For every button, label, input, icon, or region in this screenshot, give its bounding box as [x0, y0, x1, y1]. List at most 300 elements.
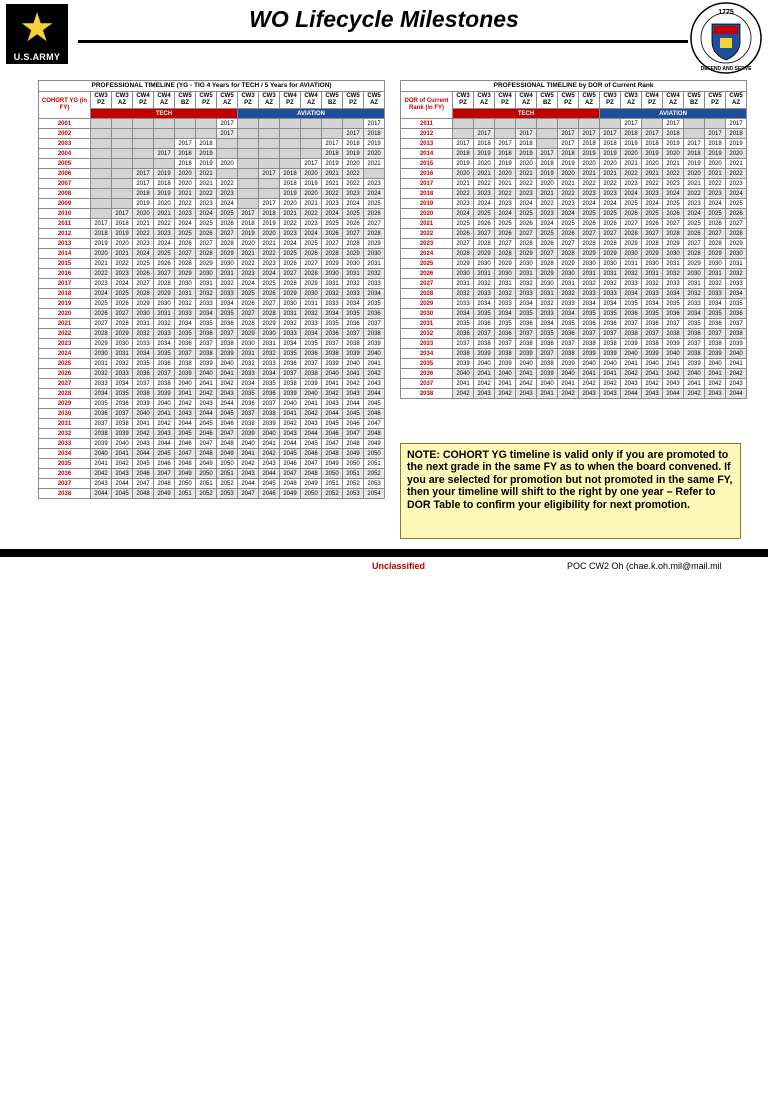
- timeline-cell: [280, 129, 301, 139]
- year-cell: 2016: [401, 169, 453, 179]
- timeline-cell: 2032: [133, 329, 154, 339]
- timeline-cell: 2041: [112, 449, 133, 459]
- timeline-cell: 2029: [684, 259, 705, 269]
- timeline-cell: [91, 129, 112, 139]
- timeline-cell: 2037: [663, 319, 684, 329]
- timeline-cell: 2039: [259, 419, 280, 429]
- timeline-cell: 2038: [453, 349, 474, 359]
- year-cell: 2014: [39, 249, 91, 259]
- table-row: [401, 259, 747, 269]
- timeline-cell: 2040: [301, 389, 322, 399]
- timeline-cell: [112, 179, 133, 189]
- timeline-cell: 2023: [684, 199, 705, 209]
- timeline-cell: 2031: [322, 279, 343, 289]
- cohort-yg-timeline-table: [38, 80, 385, 499]
- timeline-cell: 2047: [280, 469, 301, 479]
- timeline-cell: 2043: [516, 389, 537, 399]
- timeline-cell: 2043: [343, 389, 364, 399]
- timeline-cell: 2040: [238, 439, 259, 449]
- timeline-cell: 2021: [495, 179, 516, 189]
- timeline-cell: 2054: [364, 489, 385, 499]
- timeline-cell: 2020: [259, 229, 280, 239]
- timeline-cell: 2022: [343, 179, 364, 189]
- table-row: [39, 309, 385, 319]
- timeline-cell: 2030: [537, 279, 558, 289]
- timeline-cell: 2045: [259, 479, 280, 489]
- timeline-cell: 2031: [175, 289, 196, 299]
- timeline-cell: 2030: [322, 269, 343, 279]
- timeline-cell: [91, 139, 112, 149]
- timeline-cell: 2040: [579, 359, 600, 369]
- year-cell: 2021: [401, 219, 453, 229]
- timeline-cell: 2030: [112, 339, 133, 349]
- timeline-cell: 2023: [112, 269, 133, 279]
- grade-header: CW3 AZ: [259, 92, 280, 109]
- timeline-cell: 2044: [238, 479, 259, 489]
- timeline-cell: 2019: [154, 189, 175, 199]
- year-cell: 2024: [401, 249, 453, 259]
- grade-header: CW3 PZ: [453, 92, 474, 109]
- aviation-header: AVIATION: [600, 109, 747, 119]
- timeline-cell: 2029: [175, 269, 196, 279]
- timeline-cell: 2021: [558, 179, 579, 189]
- year-cell: 2018: [401, 189, 453, 199]
- timeline-cell: 2035: [726, 299, 747, 309]
- timeline-cell: [495, 119, 516, 129]
- timeline-cell: 2037: [322, 339, 343, 349]
- timeline-cell: 2048: [322, 449, 343, 459]
- year-cell: 2033: [401, 339, 453, 349]
- table-row: [401, 199, 747, 209]
- table-row: [401, 339, 747, 349]
- timeline-cell: 2036: [600, 319, 621, 329]
- timeline-cell: 2042: [516, 379, 537, 389]
- timeline-cell: 2043: [175, 409, 196, 419]
- timeline-cell: 2030: [684, 269, 705, 279]
- table-row: [39, 169, 385, 179]
- timeline-cell: 2032: [301, 309, 322, 319]
- timeline-cell: 2027: [663, 219, 684, 229]
- timeline-cell: 2048: [196, 449, 217, 459]
- timeline-cell: 2045: [364, 399, 385, 409]
- timeline-cell: 2022: [453, 189, 474, 199]
- timeline-cell: 2021: [621, 159, 642, 169]
- timeline-cell: 2026: [642, 219, 663, 229]
- timeline-cell: 2039: [516, 349, 537, 359]
- timeline-cell: 2051: [364, 459, 385, 469]
- timeline-cell: 2038: [301, 369, 322, 379]
- year-cell: 2017: [401, 179, 453, 189]
- timeline-cell: 2018: [280, 169, 301, 179]
- timeline-cell: 2036: [663, 309, 684, 319]
- timeline-cell: 2027: [217, 229, 238, 239]
- table-row: [39, 239, 385, 249]
- timeline-cell: 2022: [175, 199, 196, 209]
- timeline-cell: [238, 199, 259, 209]
- grade-header: CW3 AZ: [621, 92, 642, 109]
- timeline-cell: 2017: [579, 129, 600, 139]
- timeline-cell: 2019: [600, 149, 621, 159]
- timeline-cell: 2044: [621, 389, 642, 399]
- timeline-cell: 2035: [301, 339, 322, 349]
- timeline-cell: [91, 179, 112, 189]
- table-row: [39, 439, 385, 449]
- timeline-cell: [112, 169, 133, 179]
- timeline-cell: 2038: [343, 339, 364, 349]
- timeline-cell: 2034: [343, 299, 364, 309]
- timeline-cell: 2025: [112, 289, 133, 299]
- timeline-cell: 2036: [474, 319, 495, 329]
- year-cell: 2015: [401, 159, 453, 169]
- timeline-cell: 2023: [238, 269, 259, 279]
- timeline-cell: 2022: [663, 169, 684, 179]
- timeline-cell: 2043: [663, 379, 684, 389]
- timeline-cell: 2048: [343, 439, 364, 449]
- timeline-cell: 2034: [280, 339, 301, 349]
- table-row: [39, 349, 385, 359]
- timeline-cell: 2020: [280, 199, 301, 209]
- timeline-cell: 2031: [558, 279, 579, 289]
- timeline-cell: 2019: [343, 149, 364, 159]
- timeline-cell: 2029: [579, 249, 600, 259]
- timeline-cell: 2048: [280, 479, 301, 489]
- timeline-cell: 2031: [133, 319, 154, 329]
- timeline-cell: 2037: [91, 419, 112, 429]
- timeline-cell: 2036: [259, 389, 280, 399]
- timeline-cell: 2028: [474, 239, 495, 249]
- timeline-cell: [112, 149, 133, 159]
- timeline-cell: 2039: [579, 349, 600, 359]
- timeline-cell: 2023: [322, 199, 343, 209]
- timeline-cell: 2030: [280, 299, 301, 309]
- timeline-cell: 2042: [301, 409, 322, 419]
- timeline-cell: [537, 129, 558, 139]
- timeline-cell: 2037: [474, 329, 495, 339]
- timeline-cell: 2027: [453, 239, 474, 249]
- timeline-cell: 2025: [558, 219, 579, 229]
- timeline-cell: [133, 159, 154, 169]
- timeline-cell: 2020: [516, 159, 537, 169]
- timeline-cell: 2041: [238, 449, 259, 459]
- table-row: [39, 249, 385, 259]
- timeline-cell: 2028: [238, 319, 259, 329]
- table-row: [401, 209, 747, 219]
- year-cell: 2010: [39, 209, 91, 219]
- timeline-cell: 2019: [495, 159, 516, 169]
- timeline-cell: 2029: [280, 289, 301, 299]
- timeline-cell: 2035: [600, 309, 621, 319]
- timeline-cell: 2026: [663, 209, 684, 219]
- timeline-cell: 2027: [364, 219, 385, 229]
- timeline-cell: 2042: [705, 379, 726, 389]
- timeline-cell: [642, 119, 663, 129]
- timeline-cell: 2037: [154, 369, 175, 379]
- timeline-cell: 2032: [112, 359, 133, 369]
- timeline-cell: [175, 119, 196, 129]
- timeline-cell: 2028: [343, 239, 364, 249]
- timeline-cell: 2033: [154, 329, 175, 339]
- timeline-cell: 2037: [579, 329, 600, 339]
- timeline-cell: 2025: [322, 219, 343, 229]
- timeline-cell: [112, 139, 133, 149]
- timeline-cell: 2028: [726, 229, 747, 239]
- timeline-cell: 2020: [217, 159, 238, 169]
- timeline-cell: 2039: [217, 349, 238, 359]
- timeline-cell: [91, 189, 112, 199]
- timeline-cell: 2034: [684, 309, 705, 319]
- timeline-cell: 2047: [217, 429, 238, 439]
- timeline-cell: 2018: [364, 129, 385, 139]
- timeline-cell: 2031: [495, 279, 516, 289]
- table-row: [39, 329, 385, 339]
- timeline-cell: 2021: [453, 179, 474, 189]
- timeline-cell: 2019: [238, 229, 259, 239]
- timeline-cell: 2034: [91, 389, 112, 399]
- timeline-cell: 2017: [558, 129, 579, 139]
- timeline-cell: 2021: [196, 179, 217, 189]
- timeline-cell: 2042: [343, 379, 364, 389]
- timeline-cell: 2039: [364, 339, 385, 349]
- timeline-cell: 2024: [642, 199, 663, 209]
- timeline-cell: 2017: [343, 129, 364, 139]
- table-row: [39, 479, 385, 489]
- timeline-cell: 2020: [600, 159, 621, 169]
- timeline-cell: 2028: [579, 239, 600, 249]
- timeline-cell: 2017: [133, 169, 154, 179]
- timeline-cell: 2044: [196, 409, 217, 419]
- grade-header: CW5 BZ: [322, 92, 343, 109]
- timeline-cell: 2034: [217, 299, 238, 309]
- timeline-cell: [175, 129, 196, 139]
- timeline-cell: 2022: [537, 199, 558, 209]
- timeline-cell: 2048: [133, 489, 154, 499]
- timeline-cell: 2027: [579, 229, 600, 239]
- timeline-cell: 2023: [217, 189, 238, 199]
- timeline-cell: 2021: [322, 179, 343, 189]
- timeline-cell: 2041: [280, 409, 301, 419]
- timeline-cell: 2040: [154, 399, 175, 409]
- timeline-cell: 2019: [621, 139, 642, 149]
- timeline-cell: 2050: [364, 449, 385, 459]
- timeline-cell: 2031: [91, 359, 112, 369]
- timeline-cell: 2052: [322, 489, 343, 499]
- timeline-cell: 2039: [621, 339, 642, 349]
- timeline-cell: 2042: [684, 389, 705, 399]
- timeline-cell: [474, 119, 495, 129]
- timeline-cell: 2041: [196, 379, 217, 389]
- timeline-cell: 2043: [301, 419, 322, 429]
- timeline-cell: 2023: [600, 189, 621, 199]
- timeline-cell: 2035: [516, 309, 537, 319]
- timeline-cell: 2017: [133, 179, 154, 189]
- timeline-cell: 2017: [453, 139, 474, 149]
- table-row: [39, 149, 385, 159]
- timeline-cell: 2046: [175, 439, 196, 449]
- timeline-cell: 2030: [453, 269, 474, 279]
- timeline-cell: 2033: [364, 279, 385, 289]
- timeline-cell: [238, 139, 259, 149]
- year-cell: 2029: [39, 399, 91, 409]
- timeline-cell: 2051: [217, 469, 238, 479]
- timeline-cell: 2034: [726, 289, 747, 299]
- timeline-cell: 2038: [259, 409, 280, 419]
- table-row: [401, 229, 747, 239]
- timeline-cell: 2049: [322, 459, 343, 469]
- table-row: [39, 229, 385, 239]
- timeline-cell: 2042: [621, 369, 642, 379]
- timeline-cell: 2049: [301, 479, 322, 489]
- timeline-cell: 2029: [705, 249, 726, 259]
- tech-header: TECH: [91, 109, 238, 119]
- timeline-cell: 2043: [91, 479, 112, 489]
- timeline-cell: 2045: [196, 419, 217, 429]
- timeline-cell: 2028: [322, 249, 343, 259]
- timeline-cell: 2043: [280, 429, 301, 439]
- timeline-cell: 2022: [516, 179, 537, 189]
- timeline-cell: 2046: [196, 429, 217, 439]
- timeline-cell: 2017: [705, 129, 726, 139]
- timeline-cell: 2045: [322, 419, 343, 429]
- timeline-cell: 2029: [196, 259, 217, 269]
- timeline-cell: 2029: [133, 299, 154, 309]
- timeline-cell: 2039: [154, 389, 175, 399]
- timeline-cell: 2037: [217, 329, 238, 339]
- table-row: [39, 449, 385, 459]
- timeline-cell: 2027: [91, 319, 112, 329]
- timeline-cell: 2025: [301, 239, 322, 249]
- table-row: [39, 409, 385, 419]
- year-cell: 2013: [39, 239, 91, 249]
- timeline-cell: 2039: [322, 359, 343, 369]
- year-cell: 2026: [401, 269, 453, 279]
- timeline-cell: 2038: [91, 429, 112, 439]
- timeline-cell: 2043: [154, 429, 175, 439]
- table-row: [401, 359, 747, 369]
- timeline-cell: 2038: [238, 419, 259, 429]
- timeline-cell: 2050: [301, 489, 322, 499]
- timeline-cell: 2044: [322, 409, 343, 419]
- timeline-cell: 2021: [642, 169, 663, 179]
- timeline-cell: 2034: [600, 299, 621, 309]
- grade-header: CW4 AZ: [663, 92, 684, 109]
- page-title: WO Lifecycle Milestones: [249, 6, 519, 32]
- timeline-cell: 2024: [217, 199, 238, 209]
- timeline-cell: 2019: [516, 149, 537, 159]
- year-cell: 2022: [401, 229, 453, 239]
- timeline-cell: 2037: [259, 399, 280, 409]
- timeline-cell: [196, 129, 217, 139]
- timeline-cell: 2023: [537, 209, 558, 219]
- timeline-cell: [112, 199, 133, 209]
- timeline-cell: 2044: [663, 389, 684, 399]
- timeline-cell: 2042: [112, 459, 133, 469]
- timeline-cell: 2042: [175, 399, 196, 409]
- timeline-cell: 2049: [364, 439, 385, 449]
- timeline-cell: 2029: [621, 239, 642, 249]
- timeline-cell: [280, 119, 301, 129]
- timeline-cell: 2017: [301, 159, 322, 169]
- timeline-cell: 2019: [280, 189, 301, 199]
- timeline-cell: 2031: [238, 349, 259, 359]
- timeline-cell: 2047: [154, 469, 175, 479]
- timeline-cell: 2022: [322, 189, 343, 199]
- timeline-cell: 2031: [684, 279, 705, 289]
- timeline-cell: 2035: [705, 309, 726, 319]
- timeline-cell: 2043: [364, 379, 385, 389]
- timeline-cell: 2018: [259, 209, 280, 219]
- timeline-cell: 2046: [259, 489, 280, 499]
- timeline-cell: 2028: [154, 279, 175, 289]
- year-cell: 2011: [39, 219, 91, 229]
- timeline-cell: [259, 179, 280, 189]
- table-title: PROFESSIONAL TIMELINE (YG - TIG 4 Years for TECH / 5 Years for AVIATION): [39, 81, 385, 92]
- timeline-cell: 2035: [259, 379, 280, 389]
- classification-label: Unclassified: [372, 561, 426, 571]
- timeline-cell: [238, 149, 259, 159]
- timeline-cell: 2018: [175, 159, 196, 169]
- timeline-cell: 2033: [726, 279, 747, 289]
- timeline-cell: 2031: [705, 269, 726, 279]
- year-cell: 2025: [401, 259, 453, 269]
- timeline-cell: 2045: [112, 489, 133, 499]
- timeline-cell: 2022: [579, 179, 600, 189]
- timeline-cell: 2041: [259, 439, 280, 449]
- timeline-cell: 2033: [133, 339, 154, 349]
- timeline-cell: 2024: [621, 189, 642, 199]
- timeline-cell: 2034: [453, 309, 474, 319]
- timeline-cell: 2026: [705, 219, 726, 229]
- timeline-cell: 2044: [726, 389, 747, 399]
- timeline-cell: 2043: [196, 399, 217, 409]
- timeline-cell: 2026: [154, 259, 175, 269]
- timeline-cell: 2021: [112, 249, 133, 259]
- timeline-cell: 2035: [495, 319, 516, 329]
- timeline-cell: 2039: [91, 439, 112, 449]
- year-cell: 2013: [401, 139, 453, 149]
- timeline-cell: 2025: [259, 279, 280, 289]
- timeline-cell: 2025: [495, 219, 516, 229]
- timeline-cell: 2023: [175, 209, 196, 219]
- timeline-cell: 2031: [516, 269, 537, 279]
- timeline-cell: 2044: [133, 449, 154, 459]
- timeline-cell: 2026: [558, 229, 579, 239]
- timeline-cell: 2020: [453, 169, 474, 179]
- timeline-cell: 2028: [259, 309, 280, 319]
- timeline-cell: 2051: [322, 479, 343, 489]
- grade-header: CW4 AZ: [516, 92, 537, 109]
- timeline-cell: 2022: [600, 179, 621, 189]
- timeline-cell: 2021: [133, 219, 154, 229]
- timeline-cell: 2024: [238, 279, 259, 289]
- timeline-cell: 2021: [238, 249, 259, 259]
- timeline-cell: 2030: [91, 349, 112, 359]
- timeline-cell: 2020: [495, 169, 516, 179]
- timeline-cell: 2025: [217, 209, 238, 219]
- timeline-cell: 2039: [238, 429, 259, 439]
- year-cell: 2027: [401, 279, 453, 289]
- timeline-cell: 2018: [726, 129, 747, 139]
- timeline-cell: 2036: [322, 329, 343, 339]
- timeline-cell: 2034: [558, 309, 579, 319]
- timeline-cell: 2024: [196, 209, 217, 219]
- table-row: [401, 329, 747, 339]
- year-cell: 2036: [39, 469, 91, 479]
- timeline-cell: 2046: [322, 429, 343, 439]
- timeline-cell: 2019: [642, 149, 663, 159]
- timeline-cell: 2043: [322, 399, 343, 409]
- timeline-cell: 2027: [133, 279, 154, 289]
- year-cell: 2025: [39, 359, 91, 369]
